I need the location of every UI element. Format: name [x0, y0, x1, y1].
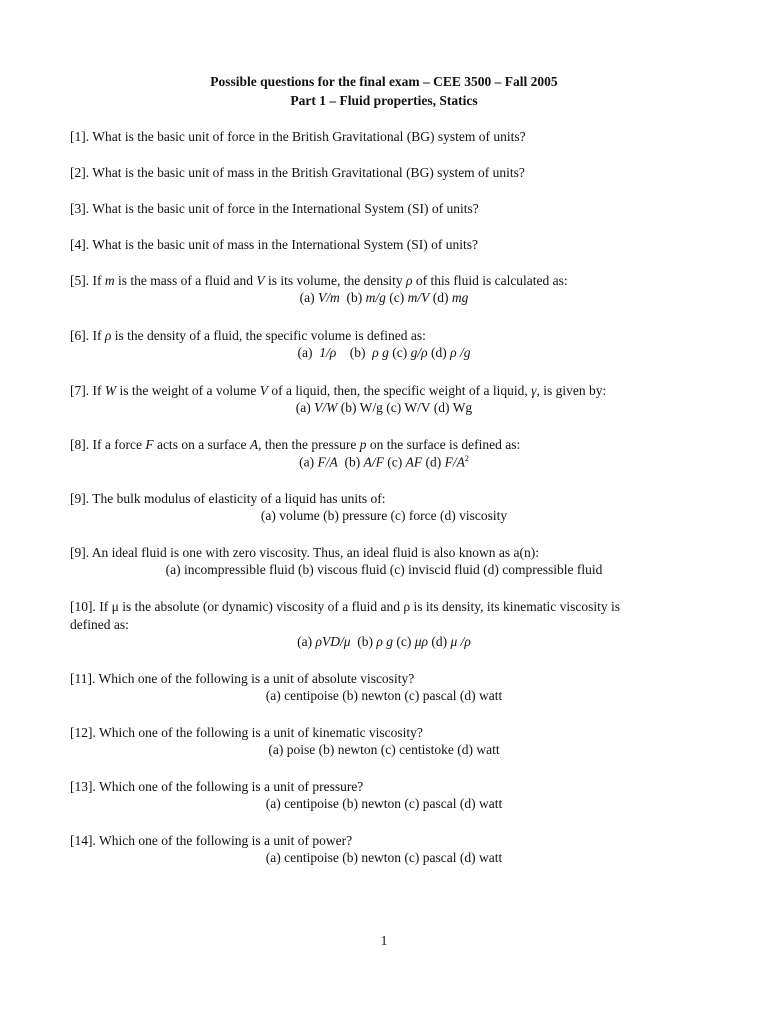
question-14-options: (a) centipoise (b) newton (c) pascal (d) watt — [265, 850, 503, 865]
variable: ρ — [405, 273, 413, 288]
variable: p — [359, 437, 367, 452]
question-9a: [9]. The bulk modulus of elasticity of a liquid has units of: — [70, 491, 386, 506]
question-6: [6]. If ρ is the density of a fluid, the specific volume is defined as: — [70, 328, 426, 343]
question-13: [13]. Which one of the following is a unit of pressure? — [70, 779, 364, 794]
question-9b: [9]. An ideal fluid is one with zero viscosity. Thus, an ideal fluid is also known as a(n): — [70, 545, 540, 560]
question-2: [2]. What is the basic unit of mass in the British Gravitational (BG) system of units? — [70, 165, 525, 180]
question-9a-options: (a) volume (b) pressure (c) force (d) viscosity — [260, 508, 508, 523]
question-8-options: (a) F/A (b) A/F (c) AF (d) $F/A^2$ — [299, 454, 469, 470]
question-5-options: (a) V/m (b) m/g (c) m/V (d) mg — [299, 290, 469, 305]
question-10-options: (a) ρVD/μ (b) ρ g (c) μρ (d) μ /ρ — [297, 634, 471, 649]
question-8: [8]. If a force F acts on a surface A, then the pressure p on the surface is defined as: — [70, 437, 521, 452]
page-title: Possible questions for the final exam – CEE 3500 – Fall 2005 — [210, 74, 558, 89]
question-13-options: (a) centipoise (b) newton (c) pascal (d) watt — [265, 796, 503, 811]
question-3: [3]. What is the basic unit of force in the International System (SI) of units? — [70, 201, 479, 216]
variable: W — [104, 383, 117, 398]
question-9b-options: (a) incompressible fluid (b) viscous fluid (c) inviscid fluid (d) compressible fluid — [165, 562, 603, 577]
question-12-options: (a) poise (b) newton (c) centistoke (d) watt — [268, 742, 500, 757]
page-subtitle: Part 1 – Fluid properties, Statics — [290, 93, 478, 108]
variable: m — [104, 273, 115, 288]
question-11: [11]. Which one of the following is a unit of absolute viscosity? — [70, 671, 415, 686]
question-7: [7]. If W is the weight of a volume V of a liquid, then, the specific weight of a liquid, γ, is given by: — [70, 383, 607, 398]
variable: V — [256, 273, 265, 288]
variable: ρ — [104, 328, 112, 343]
question-1: [1]. What is the basic unit of force in the British Gravitational (BG) system of units? — [70, 129, 526, 144]
question-6-options: (a) 1/ρ (b) ρ g (c) g/ρ (d) ρ /g — [297, 345, 471, 360]
variable: V — [259, 383, 268, 398]
question-14: [14]. Which one of the following is a unit of power? — [70, 833, 353, 848]
variable: γ — [531, 383, 537, 398]
question-10: [10]. If μ is the absolute (or dynamic) viscosity of a fluid and ρ is its density, its kinematic viscosity is defined as: — [70, 599, 621, 632]
question-4: [4]. What is the basic unit of mass in the International System (SI) of units? — [70, 237, 479, 252]
question-5: [5]. If m is the mass of a fluid and V is its volume, the density ρ of this fluid is calculated as: — [70, 273, 568, 288]
variable: F — [145, 437, 154, 452]
page-number: 1 — [380, 933, 388, 948]
question-11-options: (a) centipoise (b) newton (c) pascal (d) watt — [265, 688, 503, 703]
variable: A — [249, 437, 259, 452]
question-12: [12]. Which one of the following is a unit of kinematic viscosity? — [70, 725, 423, 740]
question-7-options: (a) V/W (b) W/g (c) W/V (d) Wg — [295, 400, 473, 415]
